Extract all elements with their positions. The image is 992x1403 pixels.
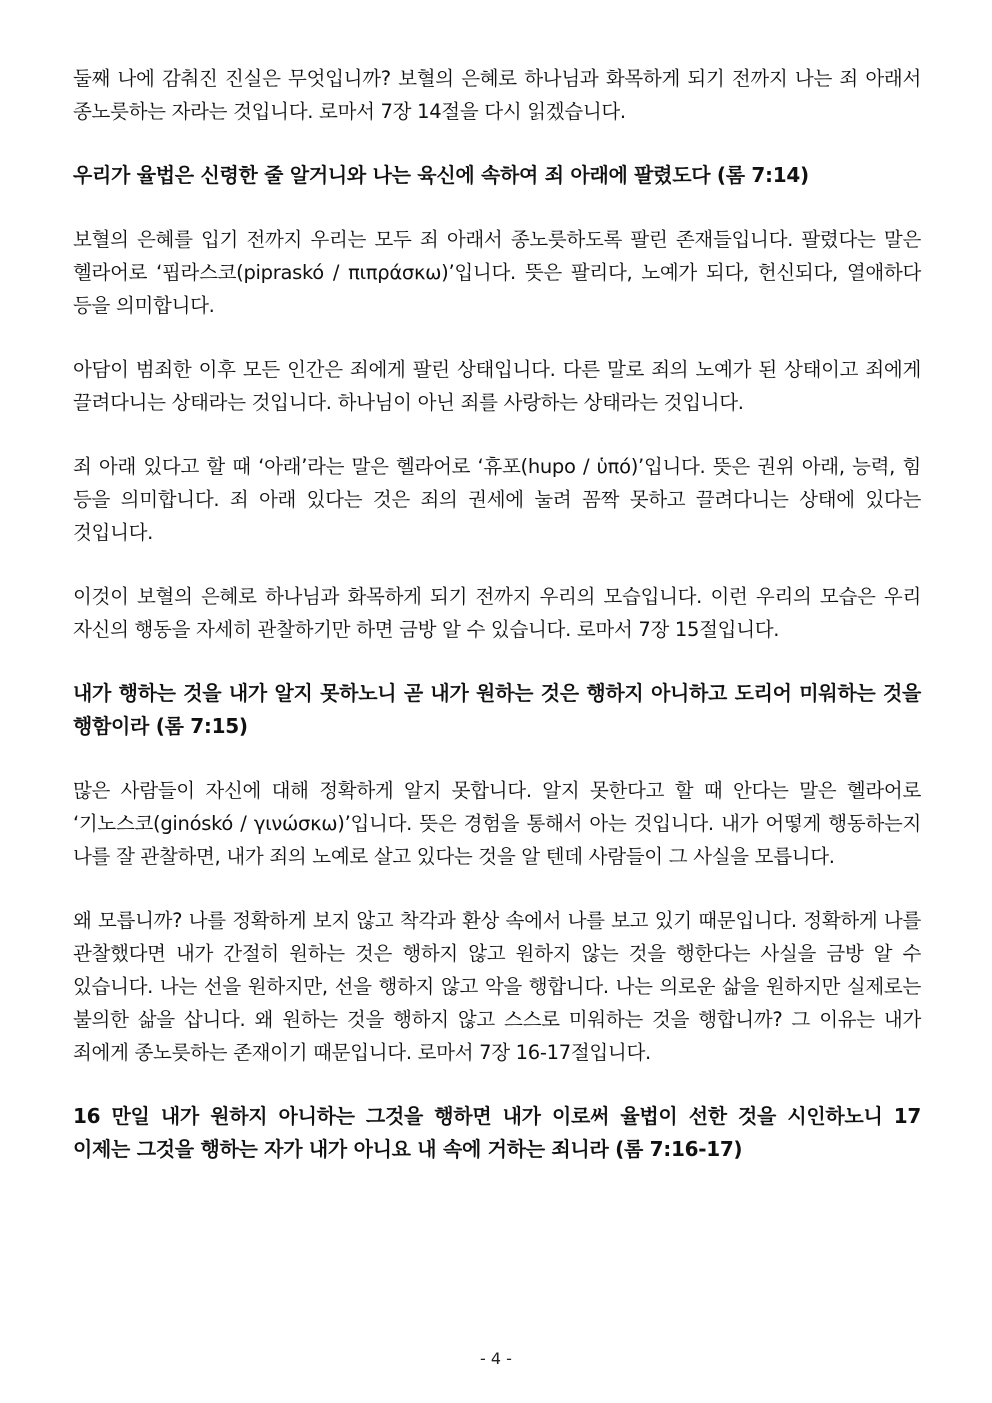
scripture-quote: 내가 행하는 것을 내가 알지 못하노니 곧 내가 원하는 것은 행하지 아니하고 도리어 미워하는 것을 행함이라 (롬 7:15) bbox=[73, 681, 921, 738]
body-paragraph: 죄 아래 있다고 할 때 ‘아래’라는 말은 헬라어로 ‘휴포(hupo / ὑπό)’입니다. 뜻은 권위 아래, 능력, 힘 등을 의미합니다. 죄 아래 있다는 것은 죄의 권세에 눌려 꼼짝 못하고 끌려다니는 상태에 있다는 것입니다. bbox=[73, 455, 921, 544]
scripture-quote: 우리가 율법은 신령한 줄 알거니와 나는 육신에 속하여 죄 아래에 팔렸도다 (롬 7:14) bbox=[73, 163, 809, 187]
scripture-quote: 16 만일 내가 원하지 아니하는 그것을 행하면 내가 이로써 율법이 선한 것을 시인하노니 17 이제는 그것을 행하는 자가 내가 아니요 내 속에 거하는 죄니라 (롬 7:16-17) bbox=[73, 1104, 921, 1161]
document-page bbox=[73, 62, 921, 1197]
body-paragraph: 보혈의 은혜를 입기 전까지 우리는 모두 죄 아래서 종노릇하도록 팔린 존재들입니다. 팔렸다는 말은 헬라어로 ‘핍라스코(pipraskó / πιπράσκω)’입니다. 뜻은 팔리다, 노예가 되다, 헌신되다, 열애하다 등을 의미합니다. bbox=[73, 228, 921, 317]
body-paragraph: 왜 모릅니까? 나를 정확하게 보지 않고 착각과 환상 속에서 나를 보고 있기 때문입니다. 정확하게 나를 관찰했다면 내가 간절히 원하는 것은 행하지 않고 원하지 않는 것을 행한다는 사실을 금방 알 수 있습니다. 나는 선을 원하지만, 선을 행하지 않고 악을 행합니다. 나는 의로운 삶을 원하지만 실제로는 불의한 삶을 삽니다. 왜 원하는 것을 행하지 않고 스스로 미워하는 것을 행합니까? 그 이유는 내가 죄에게 종노릇하는 존재이기 때문입니다. 로마서 7장 16-17절입니다. bbox=[73, 909, 921, 1064]
body-paragraph: 둘째 나에 감춰진 진실은 무엇입니까? 보혈의 은혜로 하나님과 화목하게 되기 전까지 나는 죄 아래서 종노릇하는 자라는 것입니다. 로마서 7장 14절을 다시 읽겠습니다. bbox=[73, 67, 921, 123]
body-paragraph: 아담이 범죄한 이후 모든 인간은 죄에게 팔린 상태입니다. 다른 말로 죄의 노예가 된 상태이고 죄에게 끌려다니는 상태라는 것입니다. 하나님이 아닌 죄를 사랑하는 상태라는 것입니다. bbox=[73, 358, 921, 414]
body-paragraph: 많은 사람들이 자신에 대해 정확하게 알지 못합니다. 알지 못한다고 할 때 안다는 말은 헬라어로 ‘기노스코(ginóskó / γινώσκω)’입니다. 뜻은 경험을 통해서 아는 것입니다. 내가 어떻게 행동하는지 나를 잘 관찰하면, 내가 죄의 노예로 살고 있다는 것을 알 텐데 사람들이 그 사실을 모릅니다. bbox=[73, 779, 921, 868]
body-paragraph: 이것이 보혈의 은혜로 하나님과 화목하게 되기 전까지 우리의 모습입니다. 이런 우리의 모습은 우리 자신의 행동을 자세히 관찰하기만 하면 금방 알 수 있습니다. 로마서 7장 15절입니다. bbox=[73, 585, 921, 641]
page-number: - 4 - bbox=[480, 1349, 512, 1368]
